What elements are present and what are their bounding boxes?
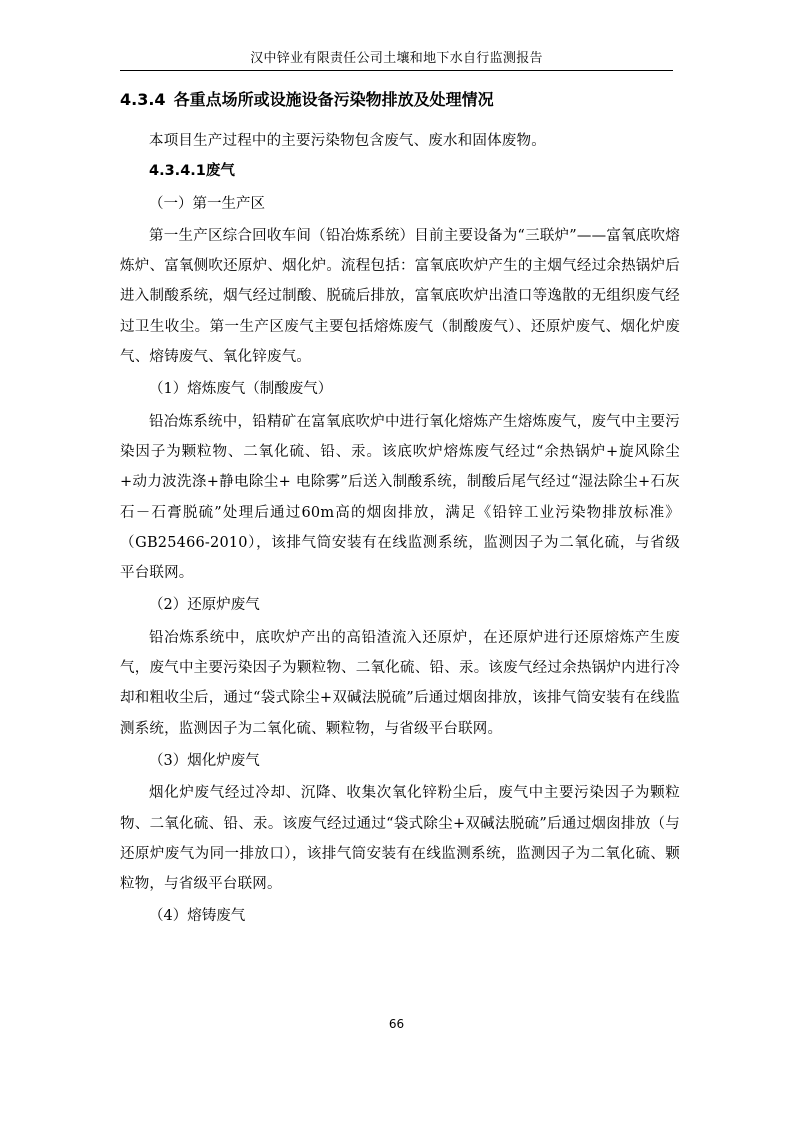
section-heading: [120, 86, 680, 114]
item-label-casting: （4）熔铸废气: [149, 908, 246, 925]
subsection-title: 废气: [205, 163, 235, 180]
document-body: [120, 86, 680, 932]
item-label-reduction: （2）还原炉废气: [149, 597, 260, 614]
item-label-fuming: （3）烟化炉废气: [149, 752, 260, 769]
page-number: 66: [388, 1017, 405, 1031]
section-intro: 本项目生产过程中的主要污染物包含废气、废水和固体废物。: [149, 133, 546, 149]
subsection-number: 4.3.4.1: [149, 163, 206, 180]
subsection-heading: [120, 156, 680, 186]
item-label-smelting: （1）熔炼废气（制酸废气）: [149, 381, 333, 398]
zone-label: （一）第一生产区: [149, 195, 265, 212]
section-number: 4.3.4: [120, 90, 166, 109]
item-text-reduction: 铅冶炼系统中，底吹炉产出的高铅渣流入还原炉，在还原炉进行还原熔炼产生废气，废气中主要污染因子为颗粒物、二氧化硫、铅、汞。该废气经过余热锅炉内进行冷却和粗收尘后，通过“袋式除尘+双碱法脱硫”后通过烟囱排放，该排气筒安装有在线监测系统，监测因子为二氧化硫、颗粒物，与省级平台联网。: [120, 629, 680, 737]
zone-description: 第一生产区综合回收车间（铅冶炼系统）目前主要设备为“三联炉”——富氧底吹熔炼炉、富氧侧吹还原炉、烟化炉。流程包括：富氧底吹炉产生的主烟气经过余热锅炉后进入制酸系统，烟气经过制酸、脱硫后排放，富氧底吹炉出渣口等逸散的无组织废气经过卫生收尘。第一生产区废气主要包括熔炼废气（制酸废气）、还原炉废气、烟化炉废气、熔铸废气、氧化锌废气。: [120, 227, 680, 366]
item-text-fuming: 烟化炉废气经过冷却、沉降、收集次氧化锌粉尘后，废气中主要污染因子为颗粒物、二氧化硫、铅、汞。该废气经过通过“袋式除尘+双碱法脱硫”后通过烟囱排放（与还原炉废气为同一排放口），该排气筒安装有在线监测系统，监测因子为二氧化硫、颗粒物，与省级平台联网。: [120, 785, 680, 893]
item-text-smelting: 铅冶炼系统中，铅精矿在富氧底吹炉中进行氧化熔炼产生熔炼废气，废气中主要污染因子为颗粒物、二氧化硫、铅、汞。该底吹炉熔炼废气经过“余热锅炉+旋风除尘+动力波洗涤+静电除尘+ 电除雾”后送入制酸系统，制酸后尾气经过“湿法除尘+石灰石－石膏脱硫”处理后通过60m高的烟囱排放，满足《铅锌工业污染物排放标准》（GB25466-2010），该排气筒安装有在线监测系统，监测因子为二氧化硫，与省级平台联网。: [120, 413, 680, 582]
running-header: 汉中锌业有限责任公司土壤和地下水自行监测报告: [250, 51, 543, 66]
section-title: 各重点场所或设施设备污染物排放及处理情况: [173, 90, 494, 109]
header-divider: [120, 70, 673, 71]
